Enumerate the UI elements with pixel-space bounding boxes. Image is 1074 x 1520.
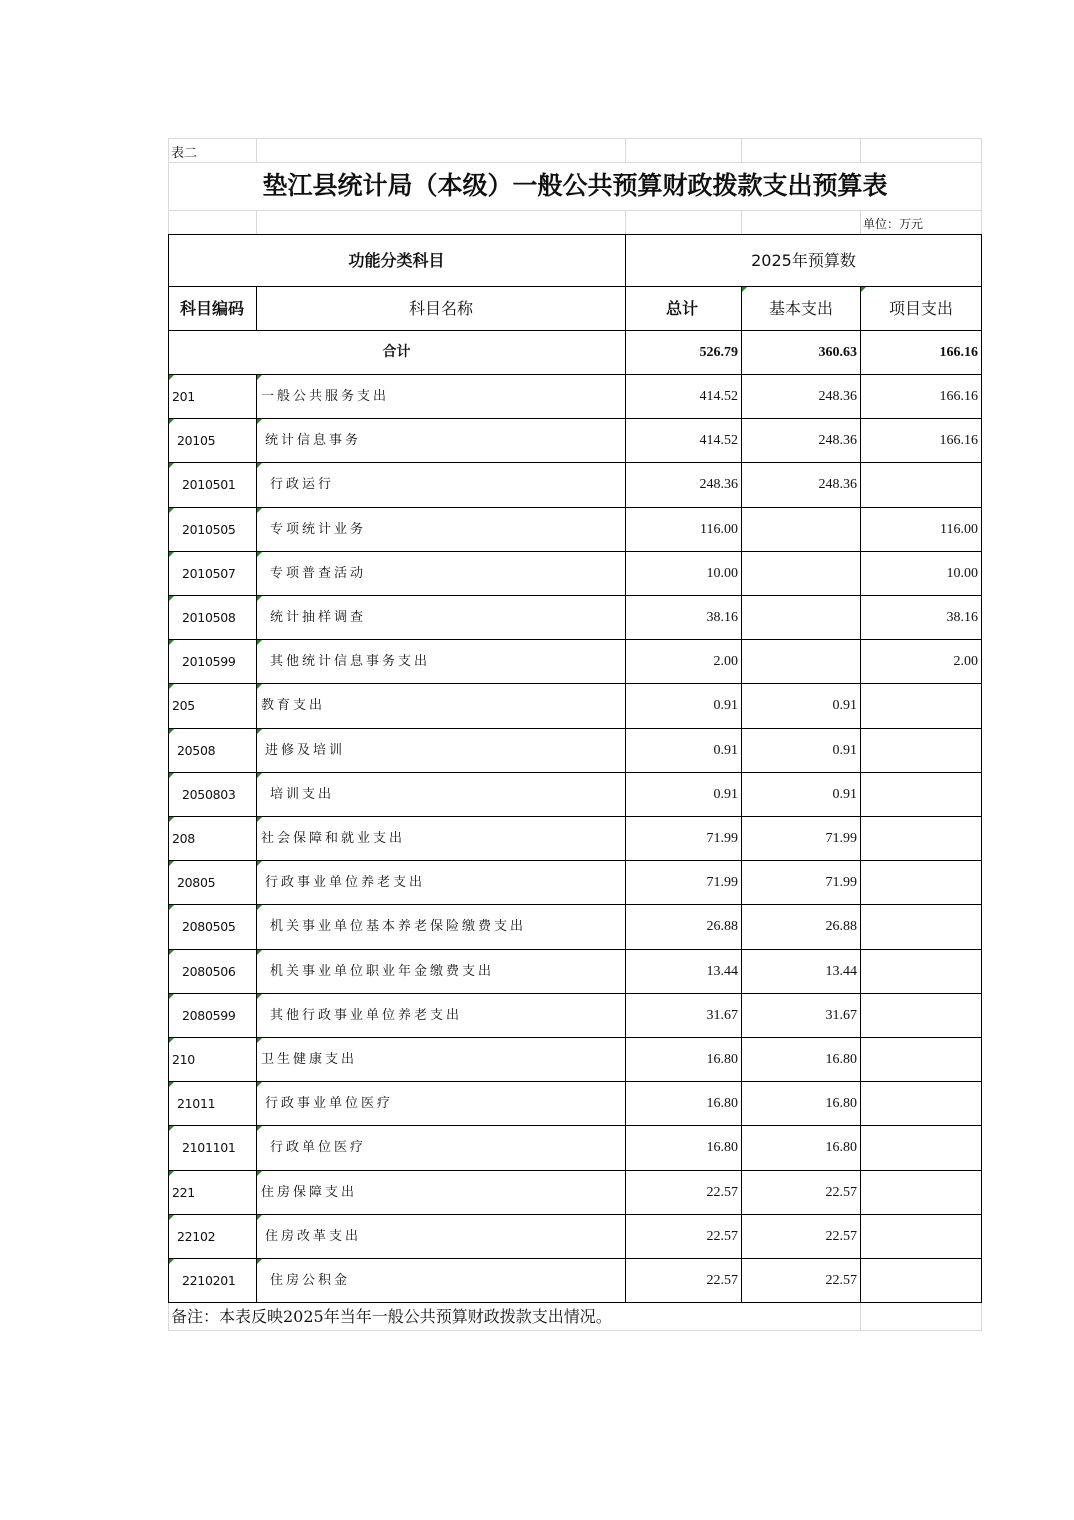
amount-project bbox=[861, 817, 981, 860]
amount-total: 71.99 bbox=[706, 831, 738, 846]
table-note: 备注：本表反映2025年当年一般公共预算财政拨款支出情况。 bbox=[171, 1307, 612, 1326]
amount-total: 13.44 bbox=[706, 963, 738, 979]
page-title: 垫江县统计局（本级）一般公共预算财政拨款支出预算表 bbox=[262, 171, 888, 200]
border-line bbox=[256, 816, 257, 861]
total-row-label: 合计 bbox=[382, 344, 411, 360]
subject-name: 其他行政事业单位养老支出 bbox=[270, 1007, 463, 1023]
amount-basic: 0.91 bbox=[832, 786, 857, 802]
cell-marker bbox=[169, 729, 174, 734]
header-project-expenditure: 项目支出 bbox=[888, 299, 953, 318]
cell-marker bbox=[257, 463, 262, 468]
amount-project bbox=[861, 950, 981, 993]
cell-marker bbox=[257, 596, 262, 601]
grid-line bbox=[256, 210, 257, 234]
grid-line bbox=[625, 138, 626, 162]
amount-basic: 13.44 bbox=[825, 963, 857, 979]
cell-marker bbox=[169, 773, 174, 778]
amount-total: 116.00 bbox=[700, 521, 738, 537]
amount-basic: 16.80 bbox=[825, 1140, 857, 1156]
subject-code: 210 bbox=[172, 1052, 195, 1067]
cell-marker bbox=[169, 1082, 174, 1087]
border-line bbox=[981, 234, 982, 1302]
cell-marker bbox=[169, 419, 174, 424]
cell-marker bbox=[257, 817, 262, 822]
grid-line bbox=[741, 210, 742, 234]
cell-marker bbox=[169, 375, 174, 380]
amount-project bbox=[861, 994, 981, 1037]
subject-name: 住房保障支出 bbox=[261, 1184, 358, 1200]
header-budget-2025: 2025年预算数 bbox=[751, 251, 856, 270]
subject-code: 20105 bbox=[177, 433, 216, 449]
amount-project bbox=[861, 1038, 981, 1081]
border-line bbox=[256, 418, 257, 463]
subject-code: 2010505 bbox=[182, 521, 236, 537]
cell-marker bbox=[169, 1171, 174, 1176]
subject-code: 2080599 bbox=[182, 1007, 236, 1023]
amount-basic: 22.57 bbox=[825, 1273, 857, 1288]
amount-total: 22.57 bbox=[706, 1184, 738, 1200]
subject-name: 机关事业单位基本养老保险缴费支出 bbox=[270, 919, 527, 935]
subject-code: 22102 bbox=[177, 1228, 216, 1244]
total-row-project: 166.16 bbox=[939, 345, 978, 360]
border-line bbox=[256, 1170, 257, 1215]
border-line bbox=[256, 1214, 257, 1259]
cell-marker bbox=[169, 1215, 174, 1220]
border-line bbox=[256, 860, 257, 905]
amount-total: 16.80 bbox=[706, 1140, 738, 1156]
amount-total: 0.91 bbox=[713, 698, 738, 714]
subject-code: 2010507 bbox=[182, 565, 236, 581]
amount-project bbox=[861, 905, 981, 948]
cell-marker bbox=[169, 596, 174, 601]
amount-project: 166.16 bbox=[939, 433, 978, 449]
amount-total: 414.52 bbox=[699, 433, 738, 449]
border-line bbox=[256, 949, 257, 994]
table-number: 表二 bbox=[171, 146, 198, 161]
amount-project bbox=[861, 1171, 981, 1214]
amount-project: 166.16 bbox=[939, 389, 978, 404]
amount-project bbox=[861, 463, 981, 506]
subject-code: 2080506 bbox=[182, 963, 236, 979]
amount-project bbox=[861, 729, 981, 772]
amount-basic: 0.91 bbox=[832, 742, 857, 758]
cell-marker bbox=[257, 640, 262, 645]
grid-line bbox=[741, 138, 742, 162]
grid-line bbox=[860, 210, 861, 234]
grid-line bbox=[168, 1302, 169, 1331]
cell-marker bbox=[169, 994, 174, 999]
cell-marker bbox=[257, 684, 262, 689]
amount-basic: 71.99 bbox=[825, 831, 857, 846]
cell-marker bbox=[257, 552, 262, 557]
total-row-total: 526.79 bbox=[699, 345, 738, 360]
cell-marker bbox=[257, 905, 262, 910]
header-subject-name: 科目名称 bbox=[408, 299, 473, 318]
header-subject-code: 科目编码 bbox=[179, 299, 244, 318]
border-line bbox=[256, 993, 257, 1038]
amount-project bbox=[861, 684, 981, 727]
border-line bbox=[256, 507, 257, 552]
cell-marker bbox=[169, 905, 174, 910]
cell-marker bbox=[169, 463, 174, 468]
amount-total: 248.36 bbox=[699, 477, 738, 493]
subject-code: 21011 bbox=[177, 1096, 216, 1112]
amount-total: 31.67 bbox=[706, 1007, 738, 1023]
header-total: 总计 bbox=[666, 299, 699, 318]
amount-total: 16.80 bbox=[706, 1096, 738, 1112]
cell-marker bbox=[169, 640, 174, 645]
subject-name: 统计抽样调查 bbox=[270, 610, 367, 625]
amount-total: 2.00 bbox=[713, 654, 738, 670]
border-line bbox=[256, 1125, 257, 1170]
cell-marker bbox=[257, 773, 262, 778]
subject-code: 20508 bbox=[177, 742, 216, 758]
grid-line bbox=[860, 138, 861, 162]
grid-line bbox=[168, 162, 982, 163]
subject-name: 住房公积金 bbox=[270, 1273, 351, 1288]
subject-name: 住房改革支出 bbox=[265, 1228, 362, 1244]
cell-marker bbox=[169, 817, 174, 822]
subject-name: 培训支出 bbox=[270, 786, 335, 802]
subject-code: 2010599 bbox=[182, 654, 236, 670]
grid-line bbox=[256, 138, 257, 162]
border-line bbox=[256, 904, 257, 949]
border-line bbox=[256, 1081, 257, 1126]
amount-basic: 31.67 bbox=[825, 1007, 857, 1023]
subject-code: 221 bbox=[172, 1184, 195, 1200]
subject-name: 进修及培训 bbox=[265, 742, 346, 758]
border-line bbox=[256, 728, 257, 773]
amount-project bbox=[861, 1259, 981, 1302]
amount-basic: 248.36 bbox=[818, 389, 857, 404]
amount-project: 38.16 bbox=[946, 610, 978, 625]
amount-total: 22.57 bbox=[706, 1273, 738, 1288]
border-line bbox=[256, 1258, 257, 1303]
cell-marker bbox=[169, 950, 174, 955]
cell-marker bbox=[169, 1259, 174, 1264]
subject-code: 2010501 bbox=[182, 477, 236, 493]
subject-code: 2101101 bbox=[182, 1140, 236, 1156]
border-line bbox=[168, 1302, 982, 1303]
border-line bbox=[256, 551, 257, 596]
amount-basic: 0.91 bbox=[832, 698, 857, 714]
border-line bbox=[256, 1037, 257, 1082]
cell-marker bbox=[742, 287, 747, 292]
cell-marker bbox=[169, 684, 174, 689]
amount-basic bbox=[742, 596, 860, 639]
cell-marker bbox=[257, 1082, 262, 1087]
amount-total: 10.00 bbox=[706, 565, 738, 581]
subject-code: 208 bbox=[172, 831, 195, 846]
subject-name: 社会保障和就业支出 bbox=[261, 831, 406, 846]
subject-code: 2210201 bbox=[182, 1273, 236, 1288]
amount-project bbox=[861, 1215, 981, 1258]
amount-basic: 16.80 bbox=[825, 1052, 857, 1067]
cell-marker bbox=[257, 994, 262, 999]
amount-basic bbox=[742, 552, 860, 595]
cell-marker bbox=[257, 1126, 262, 1131]
subject-code: 205 bbox=[172, 698, 195, 714]
subject-name: 行政事业单位医疗 bbox=[265, 1096, 394, 1112]
subject-name: 一般公共服务支出 bbox=[261, 389, 390, 404]
cell-marker bbox=[169, 861, 174, 866]
cell-marker bbox=[169, 1038, 174, 1043]
cell-marker bbox=[169, 552, 174, 557]
border-line bbox=[256, 595, 257, 640]
amount-basic: 248.36 bbox=[818, 433, 857, 449]
cell-marker bbox=[257, 508, 262, 513]
subject-name: 其他统计信息事务支出 bbox=[270, 654, 431, 670]
subject-code: 2080505 bbox=[182, 919, 236, 935]
header-functional-classification: 功能分类科目 bbox=[348, 251, 445, 270]
amount-project: 2.00 bbox=[953, 654, 978, 670]
border-line bbox=[256, 462, 257, 507]
amount-basic: 71.99 bbox=[825, 875, 857, 891]
amount-project: 116.00 bbox=[940, 521, 978, 537]
unit-label: 单位：万元 bbox=[863, 217, 924, 231]
amount-project bbox=[861, 1082, 981, 1125]
cell-marker bbox=[169, 1126, 174, 1131]
header-basic-expenditure: 基本支出 bbox=[768, 299, 833, 318]
cell-marker bbox=[257, 375, 262, 380]
subject-name: 统计信息事务 bbox=[265, 433, 362, 449]
amount-basic bbox=[742, 508, 860, 551]
grid-line bbox=[625, 210, 626, 234]
cell-marker bbox=[257, 1215, 262, 1220]
subject-code: 2050803 bbox=[182, 786, 236, 802]
cell-marker bbox=[257, 1038, 262, 1043]
amount-basic: 22.57 bbox=[825, 1184, 857, 1200]
cell-marker bbox=[861, 287, 866, 292]
subject-name: 行政单位医疗 bbox=[270, 1140, 367, 1156]
subject-name: 专项统计业务 bbox=[270, 521, 367, 537]
total-row-basic: 360.63 bbox=[818, 345, 857, 360]
cell-marker bbox=[257, 1171, 262, 1176]
amount-total: 0.91 bbox=[713, 742, 738, 758]
border-line bbox=[256, 683, 257, 728]
subject-name: 专项普查活动 bbox=[270, 565, 367, 581]
grid-line bbox=[981, 1302, 982, 1331]
subject-code: 20805 bbox=[177, 875, 216, 891]
border-line bbox=[256, 639, 257, 684]
subject-name: 行政事业单位养老支出 bbox=[265, 875, 426, 891]
amount-project bbox=[861, 861, 981, 904]
amount-basic bbox=[742, 640, 860, 683]
amount-basic: 16.80 bbox=[825, 1096, 857, 1112]
amount-total: 414.52 bbox=[699, 389, 738, 404]
border-line bbox=[256, 772, 257, 817]
amount-project bbox=[861, 773, 981, 816]
amount-basic: 248.36 bbox=[818, 477, 857, 493]
subject-name: 机关事业单位职业年金缴费支出 bbox=[270, 963, 495, 979]
amount-project: 10.00 bbox=[946, 565, 978, 581]
subject-code: 201 bbox=[172, 389, 195, 404]
border-line bbox=[256, 374, 257, 419]
amount-total: 38.16 bbox=[706, 610, 738, 625]
cell-marker bbox=[169, 508, 174, 513]
amount-total: 16.80 bbox=[706, 1052, 738, 1067]
amount-total: 22.57 bbox=[706, 1228, 738, 1244]
subject-code: 2010508 bbox=[182, 610, 236, 625]
cell-marker bbox=[257, 419, 262, 424]
subject-name: 卫生健康支出 bbox=[261, 1052, 358, 1067]
amount-total: 0.91 bbox=[713, 786, 738, 802]
amount-basic: 22.57 bbox=[825, 1228, 857, 1244]
amount-project bbox=[861, 1126, 981, 1169]
cell-marker bbox=[257, 729, 262, 734]
cell-marker bbox=[257, 861, 262, 866]
subject-name: 教育支出 bbox=[261, 698, 326, 714]
amount-total: 26.88 bbox=[706, 919, 738, 935]
amount-basic: 26.88 bbox=[825, 919, 857, 935]
amount-total: 71.99 bbox=[706, 875, 738, 891]
cell-marker bbox=[257, 1259, 262, 1264]
cell-marker bbox=[257, 950, 262, 955]
subject-name: 行政运行 bbox=[270, 477, 335, 493]
